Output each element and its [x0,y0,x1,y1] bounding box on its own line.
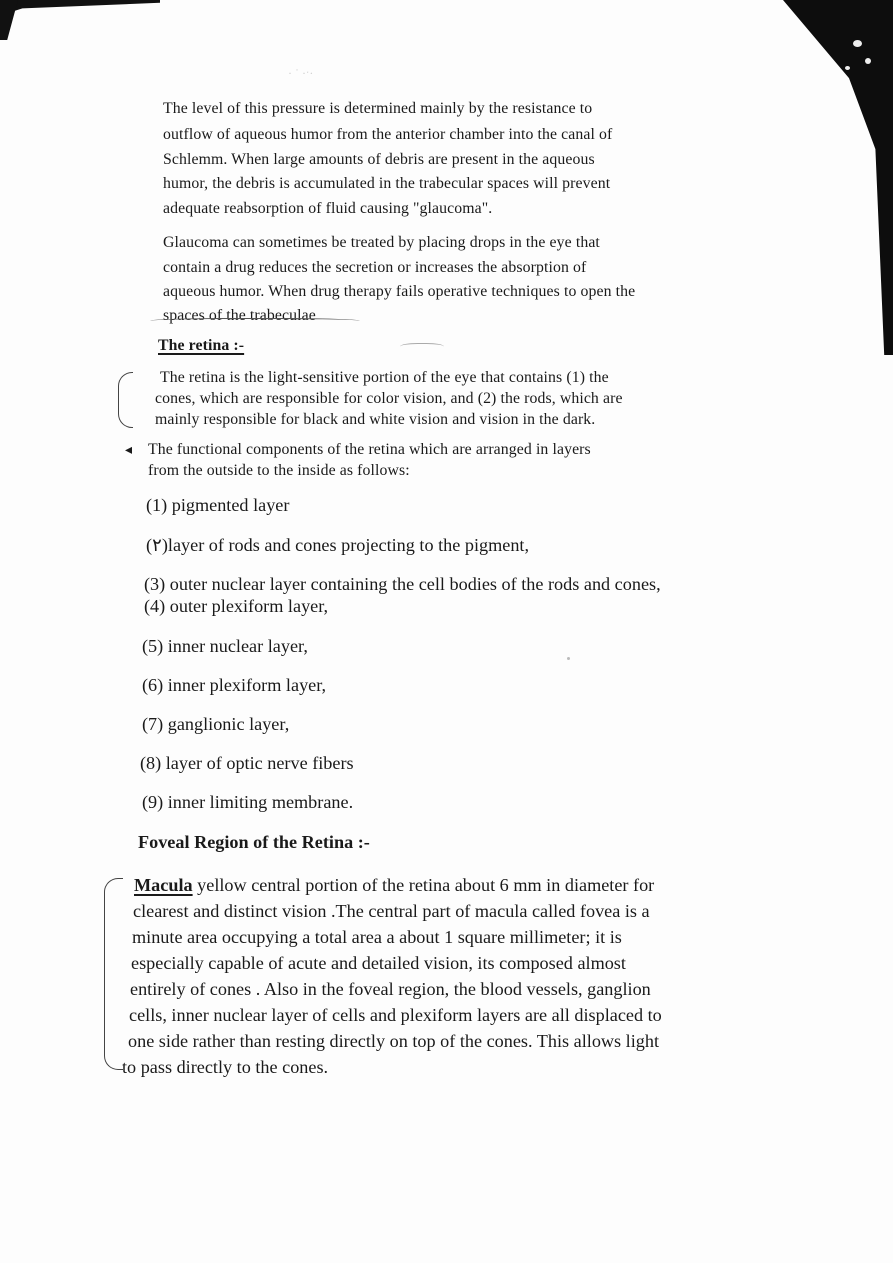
paragraph-line: minute area occupying a total area a about 1 square millimeter; it is [132,927,622,947]
paragraph-line [134,876,654,894]
list-item: (5) inner nuclear layer, [142,636,308,656]
list-item: (7) ganglionic layer, [142,714,290,734]
paragraph-line: The retina is the light-sensitive portion of the eye that contains (1) the [160,369,609,386]
paragraph-line: mainly responsible for black and white vision and vision in the dark. [155,411,596,428]
hand-bracket [118,372,133,428]
list-item: (6) inner plexiform layer, [142,675,327,695]
paragraph-line: one side rather than resting directly on top of the cones. This allows light [128,1031,660,1051]
list-item: (3) outer nuclear layer containing the cell bodies of the rods and cones, [144,574,661,594]
term-macula: Macula [134,875,193,895]
paragraph-line: The functional components of the retina which are arranged in layers [148,441,591,458]
paragraph-line: contain a drug reduces the secretion or increases the absorption of [163,259,587,276]
scan-speck [567,657,570,660]
list-item: (4) outer plexiform layer, [144,596,329,616]
paragraph-line: especially capable of acute and detailed vision, its composed almost [131,953,626,973]
paragraph-line: cones, which are responsible for color vision, and (2) the rods, which are [155,390,623,407]
list-item: (٢)layer of rods and cones projecting to the pigment, [146,535,530,555]
paragraph-line: from the outside to the inside as follows: [148,462,410,479]
paragraph-line: spaces of the trabeculae [163,307,316,324]
section-heading-retina: The retina :- [158,337,245,354]
list-item: (9) inner limiting membrane. [142,792,354,812]
scan-shadow-left-edge [0,0,18,40]
scan-shadow-top-right [783,0,893,355]
hand-bracket [104,878,123,1070]
paragraph-line: to pass directly to the cones. [122,1057,329,1077]
paragraph-line-text: yellow central portion of the retina about 6 mm in diameter for [197,875,655,895]
paragraph-line: aqueous humor. When drug therapy fails operative techniques to open the [163,283,636,300]
paragraph-line: cells, inner nuclear layer of cells and plexiform layers are all displaced to [129,1005,662,1025]
hand-underline [150,318,360,325]
paragraph-line: clearest and distinct vision .The central part of macula called fovea is a [133,901,650,921]
paragraph-line: outflow of aqueous humor from the anterior chamber into the canal of [163,126,613,143]
paragraph-line: The level of this pressure is determined mainly by the resistance to [163,100,593,117]
list-item: (1) pigmented layer [146,495,290,515]
list-item: (8) layer of optic nerve fibers [140,753,354,773]
paragraph-line: entirely of cones . Also in the foveal region, the blood vessels, ganglion [130,979,651,999]
pencil-scribble [400,343,444,352]
paragraph-line: adequate reabsorption of fluid causing "glaucoma". [163,200,493,217]
bullet-arrow-icon: ◂ [125,443,133,458]
scan-shadow-top-left [0,0,160,14]
paragraph-line: humor, the debris is accumulated in the trabecular spaces will prevent [163,175,611,192]
faint-scan-mark: · ˙ ·ˑ· [288,66,314,80]
section-heading-foveal: Foveal Region of the Retina :- [138,832,370,852]
paragraph-line: Schlemm. When large amounts of debris are present in the aqueous [163,151,595,168]
paragraph-line: Glaucoma can sometimes be treated by placing drops in the eye that [163,234,600,251]
